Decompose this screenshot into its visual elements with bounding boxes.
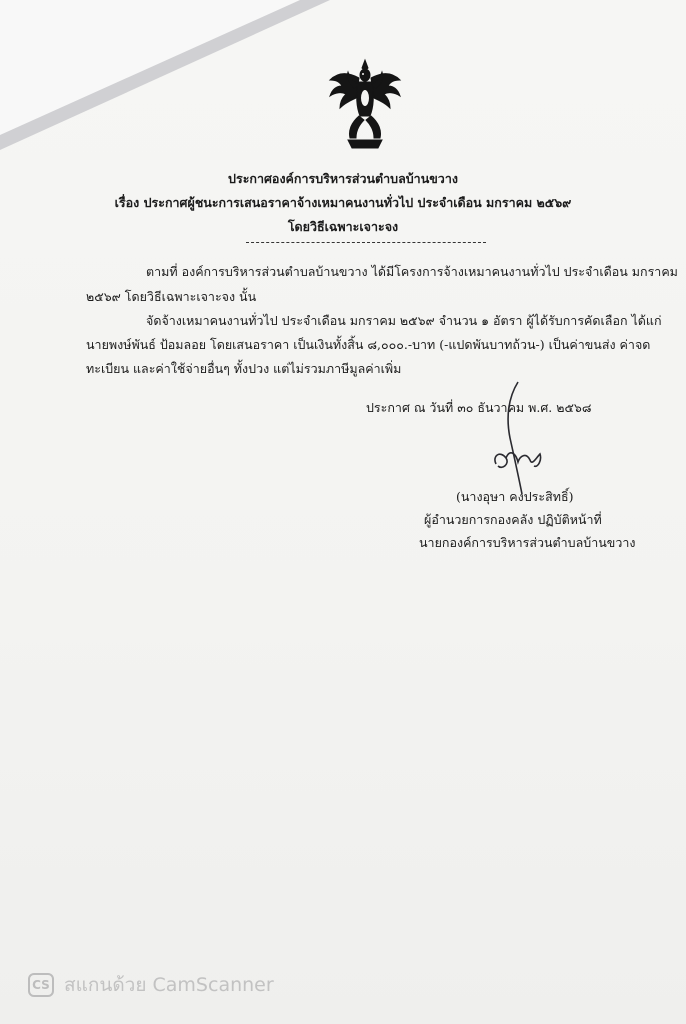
announcement-subject: เรื่อง ประกาศผู้ชนะการเสนอราคาจ้างเหมาคนงานทั่วไป ประจำเดือน มกราคม ๒๕๖๙ [114, 195, 572, 210]
page-corner-fold [0, 0, 300, 135]
camscanner-watermark [28, 970, 274, 1000]
paragraph-2-line-3: ทะเบียน และค่าใช้จ่ายอื่นๆ ทั้งปวง แต่ไม่รวมภาษีมูลค่าเพิ่ม [86, 361, 402, 376]
paragraph-2-line-1: จัดจ้างเหมาคนงานทั่วไป ประจำเดือน มกราคม ๒๕๖๙ จำนวน ๑ อัตรา ผู้ได้รับการคัดเลือก ได้แก่ [146, 313, 662, 328]
paragraph-2-line-2: นายพงษ์พันธ์ ป้อมลอย โดยเสนอราคา เป็นเงินทั้งสิ้น ๘,๐๐๐.-บาท (-แปดพันบาทถ้วน-) เป็นค่าขนส่ง ค่าจด [86, 337, 651, 352]
camscanner-logo-icon: CS [28, 973, 54, 997]
garuda-emblem-icon [326, 58, 404, 150]
camscanner-text: สแกนด้วย CamScanner [64, 974, 274, 996]
announcement-method: โดยวิธีเฉพาะเจาะจง [287, 219, 399, 234]
signatory-name: (นางอุษา คงประสิทธิ์) [456, 489, 574, 504]
paragraph-1-line-2: ๒๕๖๙ โดยวิธีเฉพาะเจาะจง นั้น [86, 289, 257, 304]
handwritten-signature [488, 378, 558, 498]
title-divider [246, 242, 486, 243]
signatory-position-1: ผู้อำนวยการกองคลัง ปฏิบัติหน้าที่ [424, 512, 602, 527]
announcement-title: ประกาศองค์การบริหารส่วนตำบลบ้านขวาง [228, 171, 458, 186]
announcement-date: ประกาศ ณ วันที่ ๓๐ ธันวาคม พ.ศ. ๒๕๖๘ [366, 400, 592, 415]
paragraph-1-line-1: ตามที่ องค์การบริหารส่วนตำบลบ้านขวาง ได้มีโครงการจ้างเหมาคนงานทั่วไป ประจำเดือน มกราคม [146, 264, 678, 279]
signatory-position-2: นายกองค์การบริหารส่วนตำบลบ้านขวาง [419, 535, 636, 550]
